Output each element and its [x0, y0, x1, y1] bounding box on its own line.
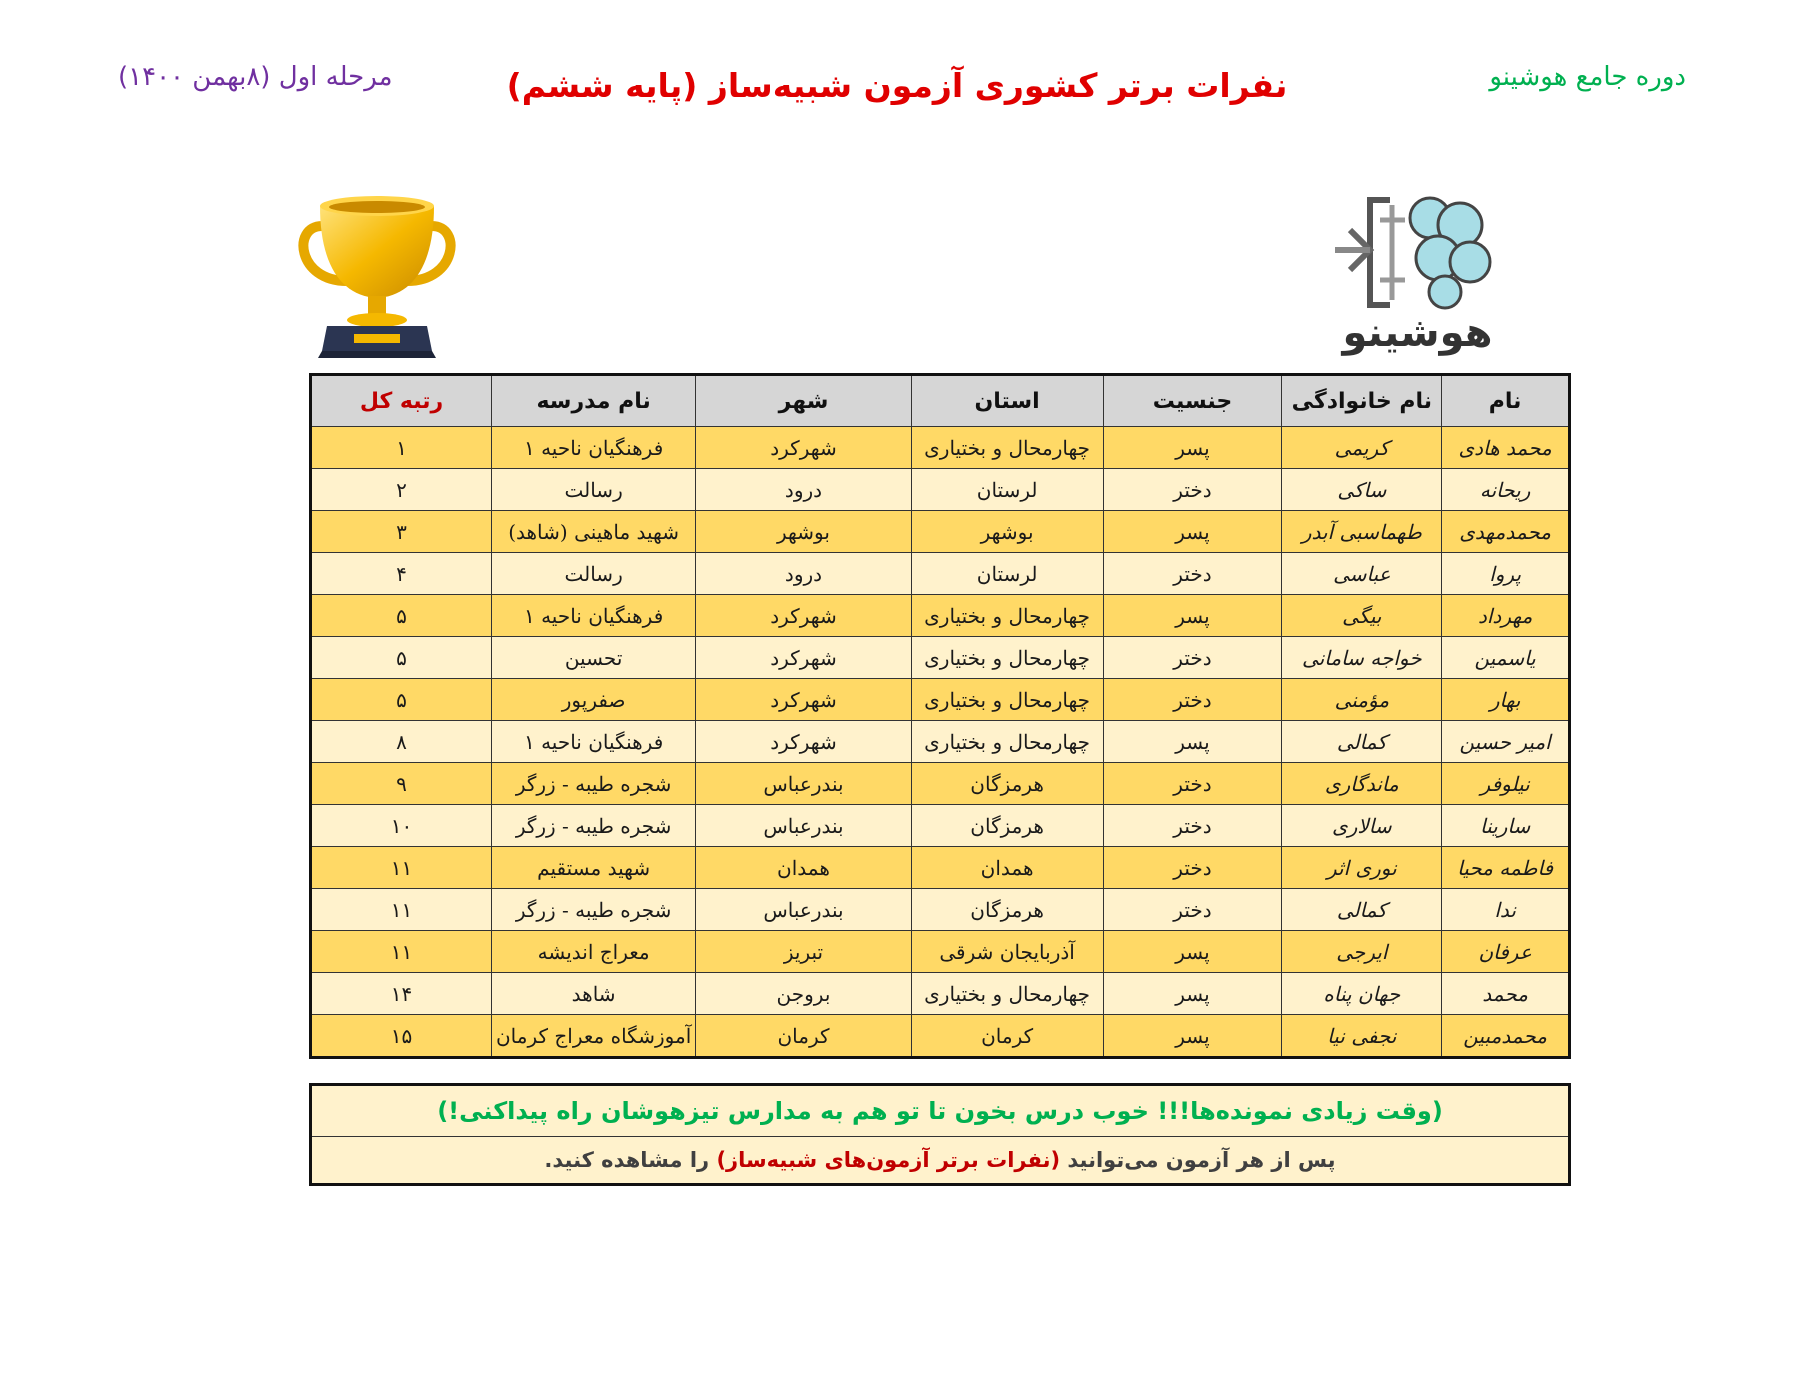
cell-rank: ۱۵	[311, 1015, 492, 1058]
cell-province: چهارمحال و بختیاری	[911, 973, 1103, 1015]
cell-city: بندرعباس	[696, 889, 911, 931]
cell-family: سالاری	[1282, 805, 1442, 847]
cell-rank: ۴	[311, 553, 492, 595]
cell-province: لرستان	[911, 553, 1103, 595]
motivation-text: (وقت زیادی نمونده‌ها!!! خوب درس بخون تا تو هم به مدارس تیزهوشان راه پیداکنی!)	[311, 1085, 1570, 1137]
info-text	[311, 1137, 1570, 1185]
cell-gender: پسر	[1103, 931, 1282, 973]
cell-city: شهرکرد	[696, 637, 911, 679]
table-row	[311, 805, 1570, 847]
cell-family: ماندگاری	[1282, 763, 1442, 805]
cell-family: عباسی	[1282, 553, 1442, 595]
cell-name: نیلوفر	[1442, 763, 1570, 805]
cell-family: نجفی نیا	[1282, 1015, 1442, 1058]
cell-rank: ۹	[311, 763, 492, 805]
cell-province: چهارمحال و بختیاری	[911, 637, 1103, 679]
cell-city: بروجن	[696, 973, 911, 1015]
cell-province: هرمزگان	[911, 889, 1103, 931]
ranking-table	[309, 373, 1571, 1059]
header-school: نام مدرسه	[491, 375, 695, 427]
cell-school: فرهنگیان ناحیه ۱	[491, 427, 695, 469]
cell-rank: ۱۴	[311, 973, 492, 1015]
cell-family: مؤمنی	[1282, 679, 1442, 721]
cell-school: آموزشگاه معراج کرمان	[491, 1015, 695, 1058]
trophy-icon	[292, 186, 462, 361]
cell-rank: ۵	[311, 637, 492, 679]
table-row	[311, 847, 1570, 889]
cell-province: آذربایجان شرقی	[911, 931, 1103, 973]
table-row	[311, 679, 1570, 721]
info-text-after: را مشاهده کنید.	[544, 1148, 717, 1172]
cell-name: عرفان	[1442, 931, 1570, 973]
stage-label: مرحله اول (۸بهمن ۱۴۰۰)	[118, 62, 393, 92]
cell-city: همدان	[696, 847, 911, 889]
cell-city: تبریز	[696, 931, 911, 973]
table-row	[311, 931, 1570, 973]
cell-school: شاهد	[491, 973, 695, 1015]
cell-family: ساکی	[1282, 469, 1442, 511]
cell-city: کرمان	[696, 1015, 911, 1058]
cell-name: مهرداد	[1442, 595, 1570, 637]
header-city: شهر	[696, 375, 911, 427]
header-name: نام	[1442, 375, 1570, 427]
cell-family: طهماسبی آبدر	[1282, 511, 1442, 553]
cell-family: جهان پناه	[1282, 973, 1442, 1015]
table-row	[311, 973, 1570, 1015]
table-row	[311, 511, 1570, 553]
cell-name: سارینا	[1442, 805, 1570, 847]
cell-family: خواجه سامانی	[1282, 637, 1442, 679]
course-label: دوره جامع هوشینو	[1489, 62, 1686, 92]
footer-notice	[309, 1083, 1571, 1186]
header-family: نام خانوادگی	[1282, 375, 1442, 427]
cell-city: بندرعباس	[696, 763, 911, 805]
cell-name: ریحانه	[1442, 469, 1570, 511]
cell-rank: ۵	[311, 595, 492, 637]
table-row	[311, 637, 1570, 679]
cell-province: چهارمحال و بختیاری	[911, 679, 1103, 721]
cell-name: محمد هادی	[1442, 427, 1570, 469]
cell-family: کمالی	[1282, 889, 1442, 931]
info-text-highlight: (نفرات برتر آزمون‌های شبیه‌ساز)	[716, 1148, 1061, 1172]
cell-city: درود	[696, 553, 911, 595]
cell-family: کریمی	[1282, 427, 1442, 469]
table-row	[311, 427, 1570, 469]
table-row	[311, 763, 1570, 805]
cell-school: شهید مستقیم	[491, 847, 695, 889]
table-row	[311, 889, 1570, 931]
cell-rank: ۸	[311, 721, 492, 763]
cell-gender: پسر	[1103, 595, 1282, 637]
cell-school: رسالت	[491, 469, 695, 511]
cell-city: بوشهر	[696, 511, 911, 553]
cell-city: درود	[696, 469, 911, 511]
cell-school: شجره طیبه - زرگر	[491, 763, 695, 805]
cell-school: شجره طیبه - زرگر	[491, 805, 695, 847]
cell-school: معراج اندیشه	[491, 931, 695, 973]
cell-province: کرمان	[911, 1015, 1103, 1058]
cell-province: بوشهر	[911, 511, 1103, 553]
cell-family: نوری اثر	[1282, 847, 1442, 889]
cell-province: لرستان	[911, 469, 1103, 511]
cell-gender: پسر	[1103, 973, 1282, 1015]
cell-family: بیگی	[1282, 595, 1442, 637]
table-row	[311, 595, 1570, 637]
cell-gender: دختر	[1103, 637, 1282, 679]
cell-rank: ۳	[311, 511, 492, 553]
cell-name: پروا	[1442, 553, 1570, 595]
table-header-row	[311, 375, 1570, 427]
cell-gender: دختر	[1103, 805, 1282, 847]
cell-school: فرهنگیان ناحیه ۱	[491, 595, 695, 637]
cell-school: تحسین	[491, 637, 695, 679]
cell-school: فرهنگیان ناحیه ۱	[491, 721, 695, 763]
cell-name: محمد	[1442, 973, 1570, 1015]
cell-gender: پسر	[1103, 1015, 1282, 1058]
cell-province: همدان	[911, 847, 1103, 889]
cell-school: شهید ماهینی (شاهد)	[491, 511, 695, 553]
cell-city: شهرکرد	[696, 721, 911, 763]
cell-name: یاسمین	[1442, 637, 1570, 679]
table-row	[311, 1015, 1570, 1058]
header-province: استان	[911, 375, 1103, 427]
cell-gender: دختر	[1103, 763, 1282, 805]
cell-school: رسالت	[491, 553, 695, 595]
cell-family: کمالی	[1282, 721, 1442, 763]
cell-province: چهارمحال و بختیاری	[911, 427, 1103, 469]
cell-province: هرمزگان	[911, 805, 1103, 847]
header-rank: رتبه کل	[311, 375, 492, 427]
cell-city: شهرکرد	[696, 679, 911, 721]
cell-rank: ۲	[311, 469, 492, 511]
info-text-before: پس از هر آزمون می‌توانید	[1060, 1148, 1336, 1172]
cell-rank: ۱۱	[311, 889, 492, 931]
cell-gender: دختر	[1103, 679, 1282, 721]
cell-name: امیر حسین	[1442, 721, 1570, 763]
cell-gender: دختر	[1103, 553, 1282, 595]
table-row	[311, 721, 1570, 763]
cell-province: چهارمحال و بختیاری	[911, 595, 1103, 637]
cell-province: هرمزگان	[911, 763, 1103, 805]
cell-gender: دختر	[1103, 889, 1282, 931]
cell-city: شهرکرد	[696, 427, 911, 469]
cell-city: بندرعباس	[696, 805, 911, 847]
cell-name: محمدمبین	[1442, 1015, 1570, 1058]
cell-province: چهارمحال و بختیاری	[911, 721, 1103, 763]
cell-name: فاطمه محیا	[1442, 847, 1570, 889]
logo-text: هوشینو	[1342, 310, 1493, 356]
table-row	[311, 553, 1570, 595]
cell-gender: پسر	[1103, 511, 1282, 553]
cell-family: ایرجی	[1282, 931, 1442, 973]
header-gender: جنسیت	[1103, 375, 1282, 427]
table-row	[311, 469, 1570, 511]
brain-icon	[1330, 190, 1505, 315]
cell-name: بهار	[1442, 679, 1570, 721]
cell-gender: پسر	[1103, 721, 1282, 763]
cell-rank: ۱۱	[311, 847, 492, 889]
cell-rank: ۱	[311, 427, 492, 469]
cell-name: ندا	[1442, 889, 1570, 931]
page-title: نفرات برتر کشوری آزمون شبیه‌ساز (پایه ششم)	[506, 66, 1288, 105]
cell-rank: ۱۱	[311, 931, 492, 973]
cell-gender: پسر	[1103, 427, 1282, 469]
cell-rank: ۵	[311, 679, 492, 721]
cell-school: صفرپور	[491, 679, 695, 721]
cell-gender: دختر	[1103, 847, 1282, 889]
cell-city: شهرکرد	[696, 595, 911, 637]
cell-name: محمدمهدی	[1442, 511, 1570, 553]
cell-gender: دختر	[1103, 469, 1282, 511]
hooshino-logo	[1330, 190, 1505, 370]
cell-school: شجره طیبه - زرگر	[491, 889, 695, 931]
cell-rank: ۱۰	[311, 805, 492, 847]
